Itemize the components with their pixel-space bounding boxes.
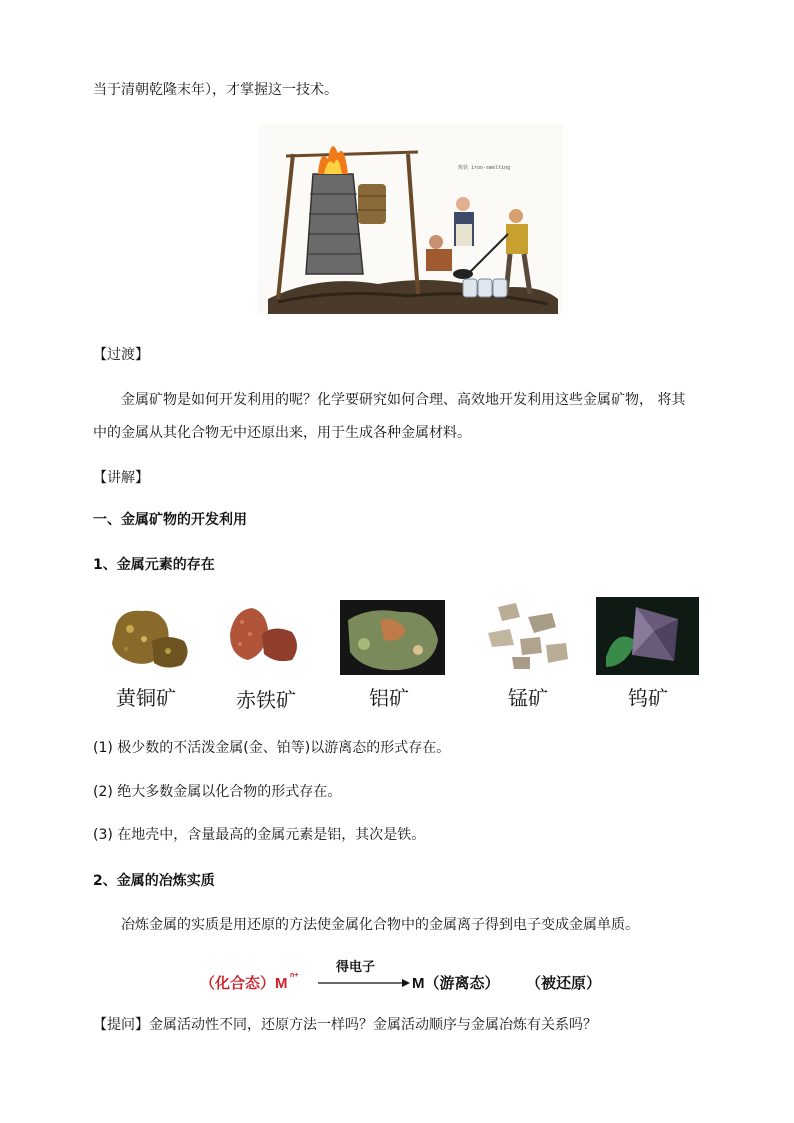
equation-gain-electrons: 得电子 (336, 959, 376, 974)
section-title: 一、金属矿物的开发利用 (93, 512, 247, 528)
transition-tag: 【过渡】 (93, 347, 149, 363)
subsection-title-existence: 1、金属元素的存在 (93, 557, 215, 573)
existence-item-2: (2) 绝大多数金属以化合物的形式存在。 (93, 784, 342, 800)
question-paragraph: 【提问】金属活动性不同，还原方法一样吗？金属活动顺序与金属冶炼有关系吗？ (93, 1017, 597, 1033)
mineral-label-hematite: 赤铁矿 (236, 688, 296, 712)
illustration-caption: 炼铁 iron-smelting (458, 165, 511, 171)
mineral-label-bauxite: 铝矿 (369, 686, 409, 710)
paragraph-intro-end: 当于清朝乾隆末年），才掌握这一技术。 (93, 82, 338, 98)
reduction-equation (200, 956, 620, 996)
subsection-title-smelting: 2、金属的冶炼实质 (93, 873, 215, 889)
hematite-image (222, 604, 307, 666)
smelting-essence: 冶炼金属的实质是用还原的方法使金属化合物中的金属离子得到电子变成金属单质。 (121, 917, 639, 933)
manganese-ore-image (476, 597, 576, 675)
existence-item-3: (3) 在地壳中，含量最高的金属元素是铝，其次是铁。 (93, 827, 426, 843)
equation-reduced-note: （被还原） (526, 975, 602, 992)
iron-smelting-image (258, 124, 563, 314)
bauxite-image (340, 600, 445, 675)
equation-free-state: M（游离态） (412, 975, 500, 992)
existence-item-1: (1) 极少数的不活泼金属(金、铂等)以游离态的形式存在。 (93, 740, 451, 756)
mineral-label-tungsten: 钨矿 (628, 686, 668, 710)
mineral-label-manganese: 锰矿 (508, 686, 548, 710)
equation-compound-state: （化合态）M (200, 975, 288, 992)
reaction-arrow-icon (318, 978, 410, 988)
tungsten-ore-image (596, 597, 699, 675)
transition-paragraph-line1: 金属矿物是如何开发利用的呢？化学要研究如何合理、高效地开发利用这些金属矿物， 将其 (121, 392, 686, 408)
transition-paragraph-line2: 中的金属从其化合物无中还原出来，用于生成各种金属材料。 (93, 425, 471, 441)
lecture-tag: 【讲解】 (93, 470, 149, 486)
equation-charge-superscript: n+ (290, 972, 299, 979)
mineral-label-chalcopyrite: 黄铜矿 (116, 686, 176, 710)
iron-smelting-illustration (258, 124, 563, 314)
chalcopyrite-image (108, 605, 193, 673)
